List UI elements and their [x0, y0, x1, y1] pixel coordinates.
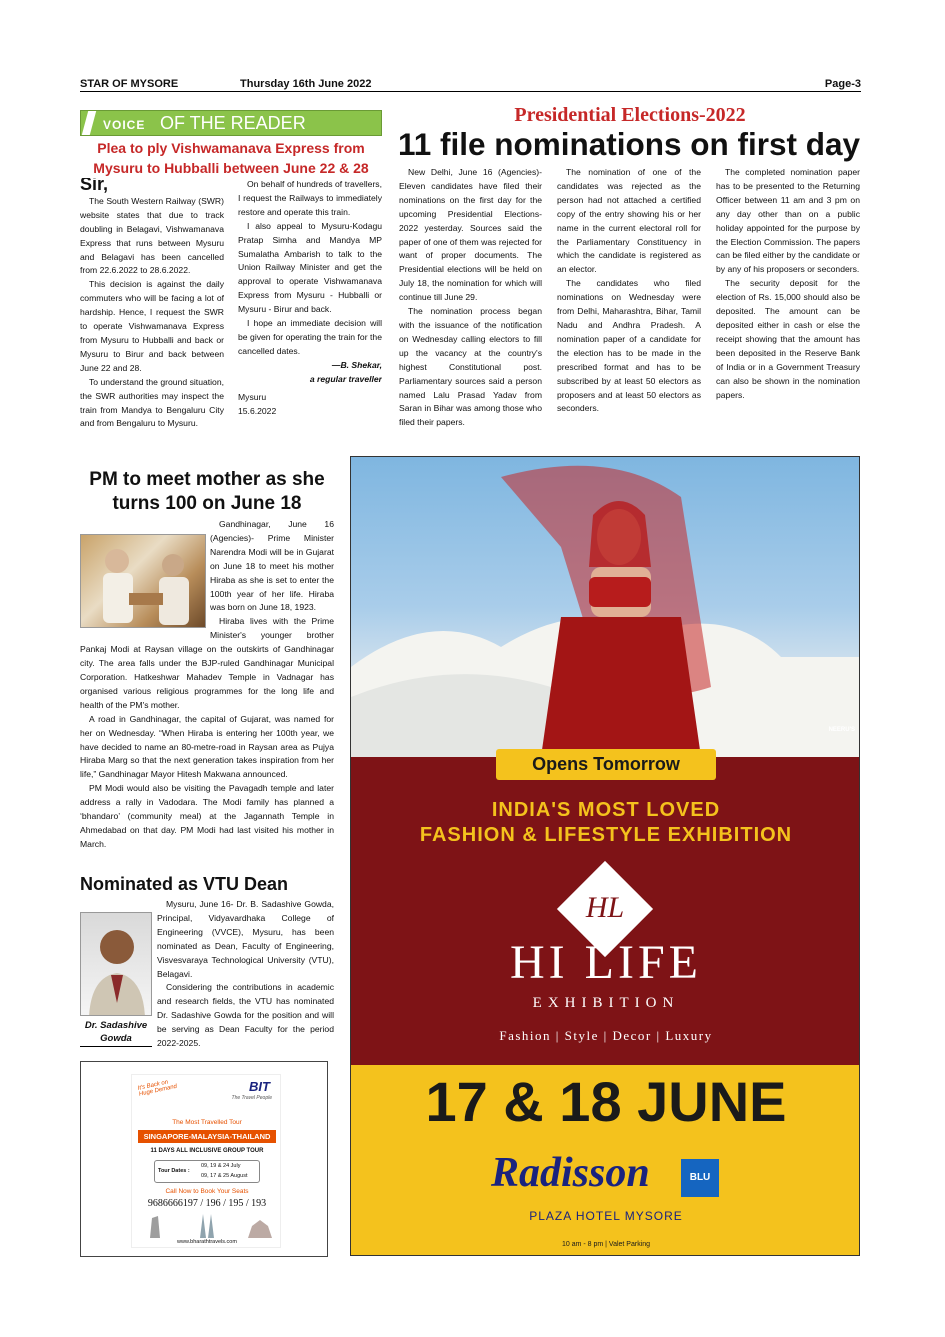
dean-caption [80, 1019, 152, 1045]
venue-tag: BLU [681, 1159, 719, 1197]
ad-dates-label: Tour Dates : [158, 1168, 190, 1174]
ad-dates-july: 09, 19 & 24 July [201, 1163, 241, 1169]
caption-line: Dr. Sadashive [84, 1020, 148, 1031]
letter-signature-role: a regular traveller [309, 373, 382, 384]
letter-para: On behalf of hundreds of travellers, I request the Railways to immediately restore and operate this train. [238, 179, 382, 217]
letter-para: I hope an immediate decision will be given for operating the train for the cancelled dates. [238, 318, 382, 356]
letter-col-2 [238, 178, 382, 460]
salutation: Sir, [80, 178, 109, 194]
ad-dates-box [154, 1160, 260, 1183]
letter-para: The South Western Railway (SWR) website states that due to track doubling in Belagavi, Vishwamanava Express that runs between Mysuru and Belagavi has been cancelled from 22.6.2022 to 28.6.2022. [80, 195, 224, 276]
page-number: Page-3 [824, 78, 861, 90]
article-para: The nomination process began with the issuance of the notification on Wednesday calling electors to fill up the vacancy at the country's highest Constitutional post. Parliamentary sources said a person named Lalu Prasad Yadav from Saran in Bihar was among those who filed their papers. [399, 306, 542, 428]
article-para: Considering the contributions in academic and research fields, the VTU has nominated Dr. Sadashive Gowda for the position and will be serving as Dean Faculty for the period 2022-2025. [157, 982, 334, 1049]
article-para: Hiraba lives with the Prime Minister's younger brother Pankaj Modi at Raysan village on the outskirts of Gandhinagar city. The area falls under the BJP-ruled Gandhinagar Municipal Corporation. Hatkeshwar Mahadev Temple in Vadnagar has organised various religious programmes for the long life and health of the PM's mother. [80, 616, 334, 710]
letter-headline-line2: Mysuru to Hubballi between June 22 & 28 [93, 160, 369, 176]
travel-ad-card [131, 1074, 281, 1248]
landmark-icons [140, 1212, 274, 1238]
voice-banner [80, 110, 382, 136]
ad-badge: It's Back on Huge Demand [137, 1079, 178, 1098]
model-illustration [351, 457, 860, 757]
issue-date: Thursday 16th June 2022 [240, 78, 372, 90]
pres-col-2 [557, 166, 701, 450]
ad-logo: BIT [249, 1079, 270, 1094]
masthead: STAR OF MYSORE [80, 78, 179, 90]
photo-tag: NEERU'S [828, 727, 855, 733]
article-para: A road in Gandhinagar, the capital of Gujarat, was named for her on Wednesday. “When Hiraba is entering her 100th year, we have decided to name an 80-metre-road in Raysan area as Pujya Hiraba Marg so that the next generation takes inspiration from her life,” Gandhinagar Mayor Hitesh Makwana announced. [80, 713, 334, 780]
ad-line1: The Most Travelled Tour [172, 1119, 242, 1126]
article-para: PM Modi would also be visiting the Pavagadh temple and later address a rally in Vadodara. The Modi family has planned a ‘bhandaro’ (community meal) at the Jagannath Temple in Ahmedabad on that day. PM Modi had last visited his mother in March. [80, 783, 334, 849]
dean-portrait [81, 913, 152, 1016]
opens-badge[interactable]: Opens Tomorrow [496, 749, 716, 780]
letter-date: 15.6.2022 [238, 405, 277, 416]
pres-col-3 [716, 166, 860, 450]
ad-line1: INDIA'S MOST LOVED [491, 799, 721, 821]
pm-body [80, 518, 334, 868]
ad-photo [351, 457, 860, 757]
hilife-ad[interactable] [350, 456, 860, 1256]
photo-spacer [80, 518, 210, 630]
section-kicker: Presidential Elections-2022 [514, 104, 746, 126]
banner-stripe [82, 111, 96, 135]
letter-col-1 [80, 178, 224, 458]
voice-kicker: VOICE [103, 118, 146, 132]
brand-name: HI LIFE [510, 936, 702, 989]
ad-line2: 11 DAYS ALL INCLUSIVE GROUP TOUR [150, 1148, 264, 1154]
letter-para: This decision is against the daily commuters who will be facing a lot of hardship. Hence, I request the SWR to operate Vishwamanava Express from Mysuru to Hubballi and back or Mysuru to Birur and back between June 22 and 28. [80, 279, 224, 373]
travel-ad[interactable] [80, 1061, 328, 1257]
ad-line2: FASHION & LIFESTYLE EXHIBITION [419, 824, 793, 846]
letter-signature: —B. Shekar, [331, 359, 382, 370]
ad-dates-aug: 09, 17 & 25 August [201, 1173, 248, 1179]
article-para: Mysuru, June 16- Dr. B. Sadashive Gowda, Principal, Vidyavardhaka College of Engineering (VVCE), Mysuru, has been nominated as Dean, Faculty of Engineering, Visvesvaraya Technological University (VTU), Belagavi. [157, 899, 334, 979]
event-dates: 17 & 18 JUNE [425, 1070, 787, 1133]
article-para: The security deposit for the election of Rs. 15,000 should also be deposited. The amount can be deposited either in cash or else the receipt showing that the amount has been deposited in the Reserve Bank of India or in a Government Treasury can also be shown in the nomination papers. [716, 278, 860, 400]
letter-headline-line1: Plea to ply Vishwamanava Express from [97, 140, 365, 156]
pm-headline: PM to meet mother as she turns 100 on June 18 [89, 469, 325, 514]
letter-para: To understand the ground situation, the SWR authorities may inspect the train from Mandya to Bengaluru City and from Bengaluru to Mysuru. [80, 376, 224, 429]
presidential-headline: 11 file nominations on first day [397, 126, 861, 162]
page-header [80, 78, 861, 92]
brand-sub: EXHIBITION [532, 995, 680, 1011]
article-para: Gandhinagar, June 16 (Agencies)- Prime Minister Narendra Modi will be in Gujarat on June 18 to meet his mother Hiraba as she is set to enter the 100th year of her life. Hiraba was born on June 18, 1923. [210, 519, 334, 613]
letter-para: I also appeal to Mysuru-Kodagu Pratap Simha and Mandya MP Sumalatha Ambarish to talk to the Union Railway Minister and get the approval to operate Vishwamanava Express from Mysuru - Hubballi or Mysuru - Birur and back. [238, 220, 382, 315]
ad-cta: Call Now to Book Your Seats [165, 1188, 249, 1195]
caption-rule [80, 1046, 152, 1047]
article-para: The completed nomination paper has to be presented to the Returning Officer between 11 am and 3 pm on any day other than on a public holiday appointed for the purpose by the Election Commission. The papers can be filed either by the candidate or by any of his proposers or seconders. [716, 167, 860, 275]
ad-title: SINGAPORE-MALAYSIA-THAILAND [138, 1130, 276, 1143]
article-para: The nomination of one of the candidates was rejected as the person had not attached a certified copy of the entry showing his or her name in the current electoral roll for the Parliamentary Constituency in which the candidate is registered as an elector. [557, 167, 701, 275]
brand-categories: Fashion | Style | Decor | Luxury [499, 1028, 713, 1043]
article-para: The candidates who filed nominations on Wednesday were from Delhi, Maharashtra, Bihar, Tamil Nadu and Andhra Pradesh. A nomination paper of a candidate for the election has to be made in the prescribed format and has to be subscribed by at least 50 electors as proposers and at least 50 electors as seconders. [557, 278, 701, 414]
letter-place: Mysuru [238, 391, 267, 402]
ad-footer: 10 am - 8 pm | Valet Parking [561, 1241, 651, 1248]
ad-tagline: The Travel People [231, 1095, 272, 1101]
monogram: HL [585, 891, 625, 924]
article-para: New Delhi, June 16 (Agencies)- Eleven candidates have filed their nominations on the first day for the upcoming Presidential Elections-2022 yesterday. Sources said the paper of one of them was rejected for want of proper documents. The Presidential elections will be held on July 18, the nomination for which will continue till June 29. [399, 167, 542, 303]
dean-photo [80, 912, 152, 1016]
venue-sub: PLAZA HOTEL MYSORE [529, 1209, 683, 1223]
venue-logo: Radisson [491, 1150, 650, 1196]
vtu-body [157, 898, 334, 1054]
pres-col-1 [399, 166, 542, 450]
ad-web[interactable]: www.bharathtravels.com [177, 1239, 237, 1245]
caption-line: Gowda [100, 1033, 132, 1044]
vtu-headline: Nominated as VTU Dean [80, 874, 289, 894]
voice-title: OF THE READER [160, 113, 306, 133]
ad-phone[interactable]: 9686666197 / 196 / 195 / 193 [147, 1198, 267, 1209]
letter-headline [80, 138, 382, 178]
